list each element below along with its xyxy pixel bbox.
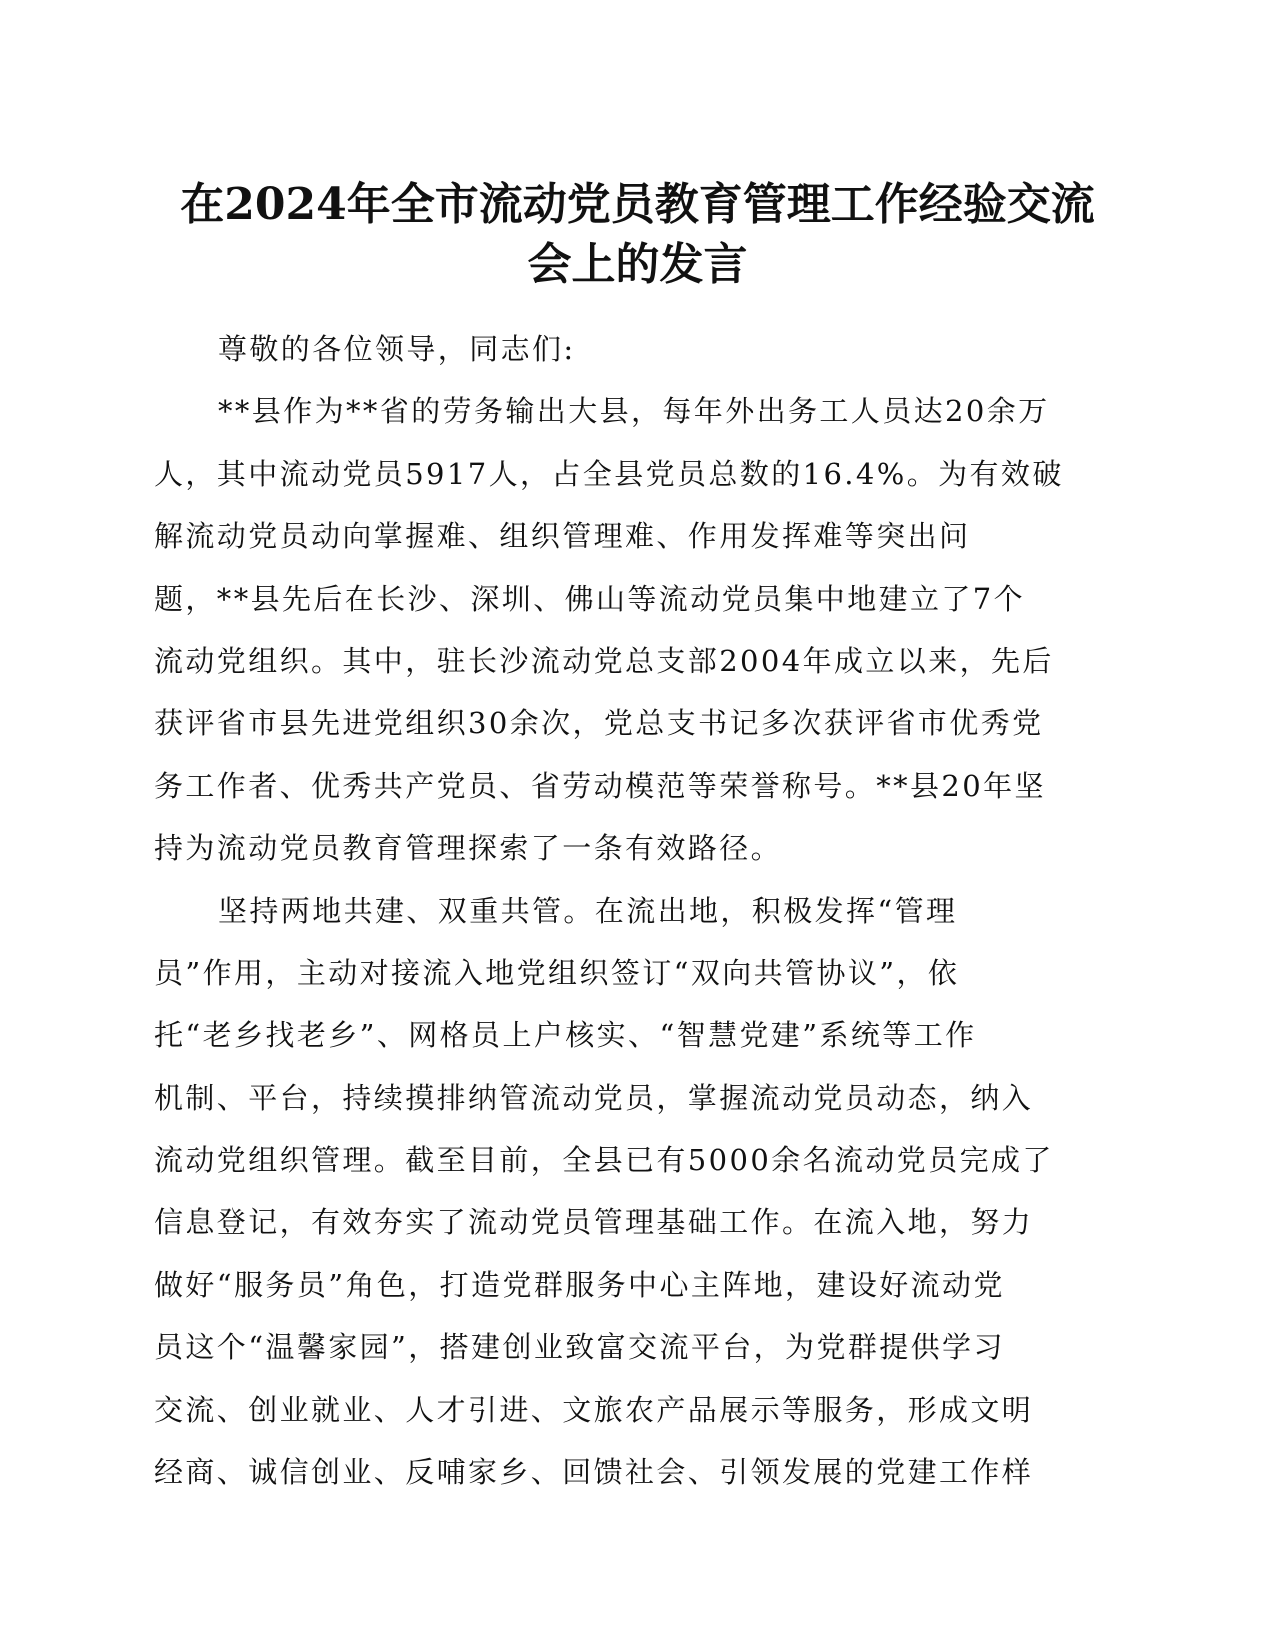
paragraph-2	[154, 880, 1114, 1504]
paragraph-line: 员”作用，主动对接流入地党组织签订“双向共管协议”，依	[154, 955, 960, 990]
document-body	[154, 318, 1114, 1503]
title-line-2: 会上的发言	[527, 239, 748, 290]
document-title	[150, 175, 1125, 295]
paragraph-line: 经商、诚信创业、反哺家乡、回馈社会、引领发展的党建工作样	[154, 1455, 1034, 1490]
paragraph-line: 流动党组织。其中，驻长沙流动党总支部2004年成立以来，先后	[154, 643, 1054, 678]
paragraph-line: 持为流动党员教育管理探索了一条有效路径。	[154, 831, 783, 866]
paragraph-line: 获评省市县先进党组织30余次，党总支书记多次获评省市优秀党	[154, 706, 1044, 741]
paragraph-1	[154, 380, 1114, 879]
paragraph-line: 人，其中流动党员5917人，占全县党员总数的16.4%。为有效破	[154, 456, 1064, 491]
paragraph-line: 信息登记，有效夯实了流动党员管理基础工作。在流入地，努力	[154, 1205, 1034, 1240]
paragraph-line: 员这个“温馨家园”，搭建创业致富交流平台，为党群提供学习	[154, 1330, 1005, 1365]
paragraph-line: 务工作者、优秀共产党员、省劳动模范等荣誉称号。**县20年坚	[154, 768, 1046, 803]
paragraph-line: 题，**县先后在长沙、深圳、佛山等流动党员集中地建立了7个	[154, 581, 1026, 616]
salutation: 尊敬的各位领导，同志们:	[218, 332, 576, 366]
paragraph-line: 解流动党员动向掌握难、组织管理难、作用发挥难等突出问	[154, 519, 971, 554]
paragraph-line: 托“老乡找老乡”、网格员上户核实、“智慧党建”系统等工作	[154, 1018, 977, 1053]
paragraph-line: 机制、平台，持续摸排纳管流动党员，掌握流动党员动态，纳入	[154, 1080, 1034, 1115]
paragraph-line: 坚持两地共建、双重共管。在流出地，积极发挥“管理	[218, 893, 958, 928]
paragraph-line: 流动党组织管理。截至目前，全县已有5000余名流动党员完成了	[154, 1143, 1054, 1178]
paragraph-line: **县作为**省的劳务输出大县，每年外出务工人员达20余万	[218, 394, 1050, 429]
paragraph-line: 交流、创业就业、人才引进、文旅农产品展示等服务，形成文明	[154, 1392, 1034, 1427]
paragraph-line: 做好“服务员”角色，打造党群服务中心主阵地，建设好流动党	[154, 1267, 1005, 1302]
title-line-1: 在2024年全市流动党员教育管理工作经验交流	[180, 179, 1095, 230]
